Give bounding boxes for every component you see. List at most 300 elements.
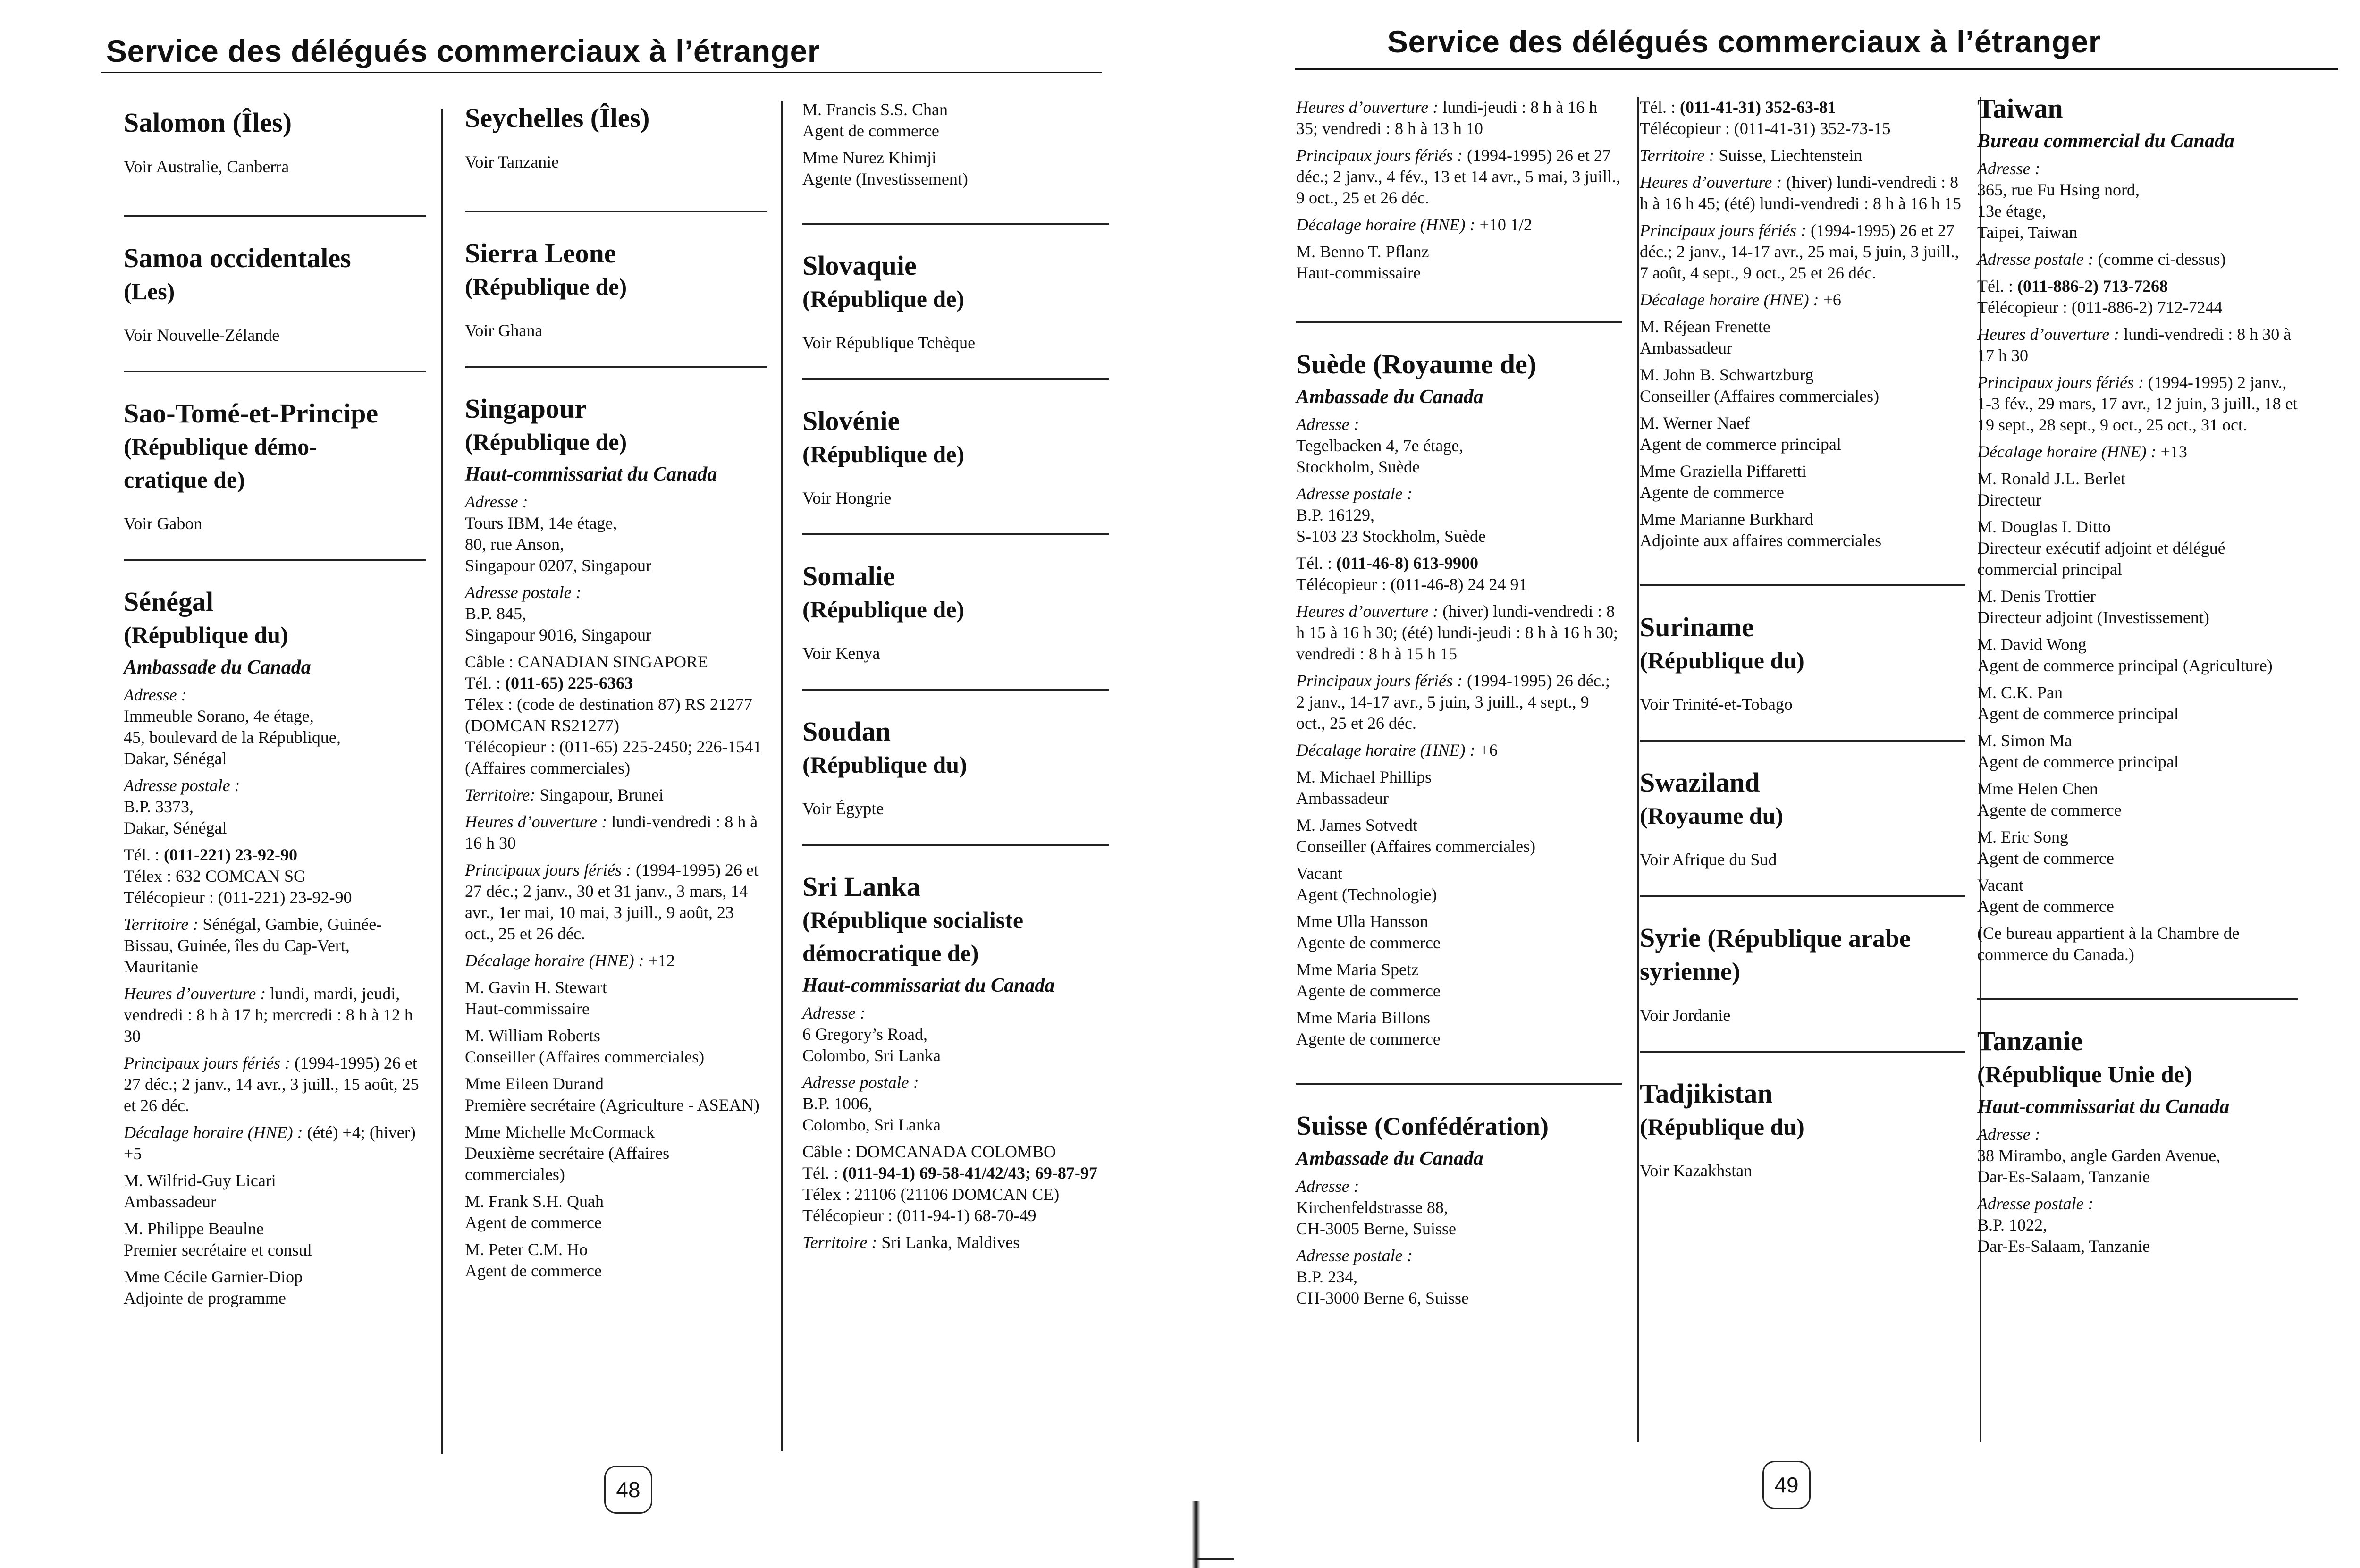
staff-title: Agent de commerce <box>465 1213 602 1232</box>
country-soudan: Soudan <box>802 716 891 747</box>
field-label: Adresse : <box>465 492 528 511</box>
see-also: Voir République Tchèque <box>802 333 976 352</box>
country-subtitle: (République socialiste <box>802 907 1024 933</box>
country-name: Syrie <box>1640 922 1701 953</box>
field-value: (1994-1995) 26 et 27 déc.; 2 janv., 14-17 avr., 25 mai, 5 juin, 3 juill., 7 août, 4 sept., 9 oct., 25 et 26 déc. <box>1640 221 1959 282</box>
field-value: +13 <box>2160 442 2187 461</box>
staff-name: M. Wilfrid-Guy Licari <box>124 1171 276 1190</box>
hours-line <box>465 811 767 854</box>
column-3 <box>802 99 1109 1259</box>
staff-entry <box>1640 509 1965 551</box>
section-divider <box>802 844 1109 846</box>
staff-entry <box>802 99 1109 142</box>
country-subtitle: démocratique de) <box>802 940 979 966</box>
field-label: Heures d’ouverture : <box>1296 98 1439 117</box>
country-subtitle: (République du) <box>1640 1113 1804 1140</box>
fax-line: Télécopieur : (011-886-2) 712-7244 <box>1977 298 2223 317</box>
address-line: Singapour 0207, Singapour <box>465 556 651 575</box>
country-subtitle: (Les) <box>124 278 175 304</box>
section-divider <box>465 211 767 212</box>
country-subtitle: (République Unie de) <box>1977 1061 2192 1087</box>
country-subtitle: syrienne) <box>1640 957 1740 986</box>
staff-name: Mme Michelle McCormack <box>465 1122 655 1141</box>
address-line: Tours IBM, 14e étage, <box>465 514 617 532</box>
address-line: 45, boulevard de la République, <box>124 728 341 747</box>
address-line: B.P. 234, <box>1296 1267 1358 1286</box>
column-2 <box>465 101 767 1287</box>
field-label: Heures d’ouverture : <box>1296 602 1439 621</box>
staff-title: Agente de commerce <box>1977 801 2122 819</box>
staff-entry <box>1977 875 2298 917</box>
section-divider <box>1640 584 1965 586</box>
country-qualifier: (République arabe <box>1707 924 1911 953</box>
staff-title: Directeur exécutif adjoint et délégué commercial principal <box>1977 539 2225 579</box>
field-label: Principaux jours fériés : <box>124 1054 290 1072</box>
field-label: Adresse postale : <box>1296 484 1413 503</box>
field-label: Décalage horaire (HNE) : <box>1296 741 1475 759</box>
postal-block <box>465 582 767 646</box>
timezone-line <box>1296 214 1622 236</box>
field-label: Tél. : <box>124 845 160 864</box>
staff-title: Deuxième secrétaire (Affaires commerciales) <box>465 1144 670 1184</box>
staff-name: M. Francis S.S. Chan <box>802 100 948 119</box>
postal-block <box>124 775 426 839</box>
see-also: Voir Gabon <box>124 514 202 533</box>
field-label: Adresse postale : <box>802 1073 919 1092</box>
staff-title: Conseiller (Affaires commerciales) <box>465 1047 705 1066</box>
address-block <box>1296 1176 1622 1239</box>
staff-title: Ambassadeur <box>1296 789 1389 808</box>
timezone-line <box>1296 740 1622 761</box>
field-value: Sénégal, Gambie, Guinée-Bissau, Guinée, îles du Cap-Vert, Mauritanie <box>124 915 382 976</box>
hours-line <box>1296 97 1622 139</box>
staff-entry <box>465 977 767 1020</box>
address-line: Stockholm, Suède <box>1296 457 1420 476</box>
staff-title: Conseiller (Affaires commerciales) <box>1640 387 1880 405</box>
field-label: Principaux jours fériés : <box>1296 671 1463 690</box>
staff-name: M. Michael Phillips <box>1296 767 1432 786</box>
fax-line: Télécopieur : (011-221) 23-92-90 <box>124 888 352 907</box>
fax-line: Télécopieur : (011-94-1) 68-70-49 <box>802 1206 1037 1225</box>
staff-title: Agente de commerce <box>1296 933 1441 952</box>
holidays-line <box>1977 372 2298 436</box>
column-2 <box>1640 97 1965 1181</box>
contact-block <box>465 651 767 779</box>
field-value: (1994-1995) 26 et 27 déc.; 2 janv., 14 avr., 3 juill., 15 août, 25 et 26 déc. <box>124 1054 419 1115</box>
field-label: Adresse : <box>1296 1177 1359 1196</box>
field-label: Adresse : <box>124 685 187 704</box>
phone-number: (011-41-31) 352-63-81 <box>1679 98 1836 117</box>
postal-block <box>1296 1245 1622 1309</box>
field-label: Adresse : <box>1296 415 1359 434</box>
column-1 <box>1296 97 1622 1315</box>
address-line: S-103 23 Stockholm, Suède <box>1296 527 1486 546</box>
staff-title: Directeur adjoint (Investissement) <box>1977 608 2209 627</box>
country-subtitle: (République du) <box>124 622 288 648</box>
page-header-left: Service des délégués commerciaux à l’étranger <box>106 34 820 68</box>
territory-line <box>465 784 767 806</box>
field-value: lundi-vendredi : 8 h à 16 h 30 <box>465 812 758 852</box>
postal-block <box>1296 483 1622 547</box>
field-value: lundi-jeudi : 8 h à 16 h 35; vendredi : 8 h à 13 h 10 <box>1296 98 1598 138</box>
field-label: Adresse postale : <box>124 776 240 795</box>
holidays-line <box>1296 145 1622 209</box>
office-name: Haut-commissariat du Canada <box>1977 1096 2230 1118</box>
staff-name: M. Douglas I. Ditto <box>1977 517 2111 536</box>
telex-line: Télex : 21106 (21106 DOMCAN CE) <box>802 1185 1060 1204</box>
field-value: (été) +4; (hiver) +5 <box>124 1123 416 1163</box>
country-subtitle: (République de) <box>465 429 627 455</box>
country-name: Suisse <box>1296 1110 1368 1141</box>
section-divider <box>1640 740 1965 742</box>
staff-entry <box>1296 863 1622 905</box>
field-label: Principaux jours fériés : <box>1640 221 1806 240</box>
address-line: Colombo, Sri Lanka <box>802 1046 941 1065</box>
staff-name: M. C.K. Pan <box>1977 683 2063 702</box>
staff-entry <box>465 1121 767 1185</box>
cable-line: Câble : DOMCANADA COLOMBO <box>802 1142 1056 1161</box>
address-line: B.P. 3373, <box>124 797 194 816</box>
field-label: Adresse postale : <box>465 583 582 602</box>
field-label: Tél. : <box>465 674 501 692</box>
field-value: (hiver) lundi-vendredi : 8 h 15 à 16 h 30; (été) lundi-jeudi : 8 h à 16 h 30; vendredi : 8 h à 15 h 15 <box>1296 602 1618 663</box>
fax-line: Télécopieur : (011-65) 225-2450; 226-1541 (Affaires commerciales) <box>465 737 762 777</box>
address-line: B.P. 845, <box>465 604 527 623</box>
staff-entry <box>1977 826 2298 869</box>
fax-line: Télécopieur : (011-46-8) 24 24 91 <box>1296 575 1527 594</box>
staff-entry <box>802 147 1109 190</box>
address-line: B.P. 16129, <box>1296 506 1375 524</box>
field-value: +12 <box>648 951 675 970</box>
staff-name: M. Philippe Beaulne <box>124 1219 264 1238</box>
page-header-right: Service des délégués commerciaux à l’étranger <box>1387 24 2101 59</box>
country-singapour: Singapour <box>465 393 587 424</box>
phone-number: (011-94-1) 69-58-41/42/43; 69-87-97 <box>842 1163 1097 1182</box>
country-salomon: Salomon (Îles) <box>124 107 292 138</box>
staff-title: Agent de commerce <box>1977 849 2114 868</box>
field-value: Singapour, Brunei <box>539 785 664 804</box>
country-subtitle: (Royaume du) <box>1640 802 1784 829</box>
see-also: Voir Nouvelle-Zélande <box>124 326 280 345</box>
address-line: Kirchenfeldstrasse 88, <box>1296 1198 1448 1217</box>
field-value: (1994-1995) 26 et 27 déc.; 2 janv., 30 et 31 janv., 3 mars, 14 avr., 1er mai, 10 mai, 3 juill., 9 août, 23 oct., 25 et 26 déc. <box>465 860 759 943</box>
address-line: 6 Gregory’s Road, <box>802 1025 927 1044</box>
address-block <box>1977 1124 2298 1188</box>
staff-entry <box>1977 682 2298 725</box>
field-value: Suisse, Liechtenstein <box>1719 146 1863 165</box>
column-1 <box>124 106 426 1315</box>
phone-line <box>802 1163 1109 1184</box>
staff-name: M. David Wong <box>1977 635 2087 654</box>
staff-title: Agent de commerce principal <box>1977 752 2179 771</box>
country-sierra-leone: Sierra Leone <box>465 238 616 269</box>
address-line: CH-3000 Berne 6, Suisse <box>1296 1289 1469 1307</box>
staff-name: M. William Roberts <box>465 1026 600 1045</box>
staff-title: Haut-commissaire <box>1296 263 1421 282</box>
staff-title: Première secrétaire (Agriculture - ASEAN) <box>465 1096 759 1114</box>
address-block <box>1296 414 1622 478</box>
staff-title: Agent de commerce principal (Agriculture) <box>1977 656 2273 675</box>
address-block <box>802 1003 1109 1066</box>
section-divider <box>802 533 1109 535</box>
field-label: Heures d’ouverture : <box>1977 325 2120 344</box>
staff-entry <box>1977 730 2298 773</box>
see-also: Voir Australie, Canberra <box>124 157 289 176</box>
staff-entry <box>1296 241 1622 284</box>
country-subtitle: (République démo- <box>124 433 317 460</box>
country-suriname: Suriname <box>1640 612 1754 642</box>
timezone-line <box>465 950 767 971</box>
staff-entry <box>1296 1007 1622 1050</box>
staff-entry <box>124 1266 426 1309</box>
page-number: 49 <box>1762 1461 1811 1509</box>
phone-number: (011-46-8) 613-9900 <box>1336 554 1478 573</box>
territory-line <box>124 914 426 978</box>
field-value: Sri Lanka, Maldives <box>881 1233 1020 1252</box>
section-divider <box>802 378 1109 380</box>
staff-name: M. Eric Song <box>1977 827 2068 846</box>
country-slovaquie: Slovaquie <box>802 250 917 281</box>
phone-line <box>1977 276 2298 297</box>
staff-name: Mme Maria Spetz <box>1296 960 1419 979</box>
staff-title: Ambassadeur <box>124 1192 216 1211</box>
staff-entry <box>1296 815 1622 857</box>
see-also: Voir Afrique du Sud <box>1640 850 1777 869</box>
country-sao-tome: Sao-Tomé-et-Principe <box>124 398 379 429</box>
staff-entry <box>1296 959 1622 1002</box>
address-line: Immeuble Sorano, 4e étage, <box>124 707 314 725</box>
field-label: Heures d’ouverture : <box>465 812 607 831</box>
staff-name: Mme Graziella Piffaretti <box>1640 462 1807 481</box>
holidays-line <box>465 860 767 944</box>
section-divider <box>124 215 426 217</box>
section-divider <box>124 371 426 372</box>
field-label: Territoire: <box>465 785 536 804</box>
country-subtitle: (République de) <box>802 286 965 312</box>
staff-title: Agent de commerce principal <box>1977 704 2179 723</box>
staff-title: Adjointe aux affaires commerciales <box>1640 531 1882 550</box>
staff-entry <box>465 1191 767 1233</box>
cable-line: Câble : CANADIAN SINGAPORE <box>465 652 708 671</box>
see-also: Voir Tanzanie <box>465 152 559 171</box>
see-also: Voir Égypte <box>802 799 884 818</box>
field-label: Heures d’ouverture : <box>124 984 266 1003</box>
field-label: Tél. : <box>802 1163 838 1182</box>
field-value: (hiver) lundi-vendredi : 8 h à 16 h 45; (été) lundi-vendredi : 8 h à 16 h 15 <box>1640 173 1961 213</box>
country-subtitle: (République du) <box>802 751 967 778</box>
phone-line <box>465 673 767 694</box>
office-name: Ambassade du Canada <box>1296 1148 1483 1170</box>
field-label: Adresse postale : <box>1977 1194 2094 1213</box>
field-label: Principaux jours fériés : <box>465 860 632 879</box>
address-line: Tegelbacken 4, 7e étage, <box>1296 436 1464 455</box>
staff-entry <box>465 1239 767 1281</box>
field-label: Territoire : <box>124 915 199 934</box>
address-line: CH-3005 Berne, Suisse <box>1296 1219 1456 1238</box>
column-rule <box>441 109 443 1454</box>
field-value: (1994-1995) 26 déc.; 2 janv., 14-17 avr., 5 juin, 3 juill., 4 sept., 9 oct., 25 et 26 déc. <box>1296 671 1610 733</box>
staff-name: Vacant <box>1296 864 1342 883</box>
field-label: Adresse : <box>1977 159 2040 178</box>
address-line: 80, rue Anson, <box>465 535 564 554</box>
staff-title: Agent de commerce <box>1977 897 2114 916</box>
section-divider <box>1640 895 1965 897</box>
staff-name: Mme Ulla Hansson <box>1296 912 1428 931</box>
header-rule-right <box>1295 68 2338 70</box>
country-subtitle: (République de) <box>802 441 965 467</box>
holidays-line <box>1640 220 1965 284</box>
staff-title: Directeur <box>1977 490 2041 509</box>
column-rule <box>781 101 783 1451</box>
staff-title: Agente de commerce <box>1296 1029 1441 1048</box>
field-label: Territoire : <box>802 1233 877 1252</box>
section-divider <box>1296 321 1622 323</box>
address-line: 365, rue Fu Hsing nord, <box>1977 180 2140 199</box>
staff-title: Agent de commerce <box>465 1261 602 1280</box>
field-label: Décalage horaire (HNE) : <box>1977 442 2157 461</box>
phone-number: (011-221) 23-92-90 <box>163 845 297 864</box>
country-suisse <box>1296 1109 1622 1143</box>
country-subtitle: (République du) <box>1640 647 1804 674</box>
field-label: Adresse : <box>1977 1125 2040 1144</box>
staff-title: Ambassadeur <box>1640 338 1732 357</box>
territory-line <box>1640 145 1965 166</box>
staff-name: Mme Marianne Burkhard <box>1640 510 1813 529</box>
header-rule-left <box>101 72 1102 73</box>
address-line: Singapour 9016, Singapour <box>465 625 651 644</box>
fax-line: Télécopieur : (011-41-31) 352-73-15 <box>1640 119 1891 138</box>
staff-entry <box>1296 911 1622 953</box>
country-taiwan: Taiwan <box>1977 93 2063 124</box>
country-swaziland: Swaziland <box>1640 767 1760 798</box>
address-line: Dakar, Sénégal <box>124 749 227 768</box>
staff-entry <box>1640 316 1965 359</box>
field-value: +6 <box>1479 741 1498 759</box>
field-label: Décalage horaire (HNE) : <box>1640 290 1819 309</box>
address-line: B.P. 1006, <box>802 1094 873 1113</box>
hours-line <box>1640 172 1965 214</box>
postal-block <box>1977 1193 2298 1257</box>
telex-line: Télex : 632 COMCAN SG <box>124 867 306 885</box>
office-name: Haut-commissariat du Canada <box>802 975 1055 996</box>
country-suede: Suède (Royaume de) <box>1296 349 1537 379</box>
staff-name: M. John B. Schwartzburg <box>1640 365 1814 384</box>
country-subtitle: cratique de) <box>124 466 245 493</box>
staff-name: M. James Sotvedt <box>1296 816 1417 835</box>
office-note: (Ce bureau appartient à la Chambre de commerce du Canada.) <box>1977 924 2240 964</box>
contact-block <box>802 1141 1109 1226</box>
country-syrie <box>1640 921 1965 955</box>
contact-block <box>124 844 426 908</box>
country-slovenie: Slovénie <box>802 405 900 436</box>
address-block <box>465 491 767 576</box>
staff-entry <box>1640 461 1965 503</box>
address-line: Dar-Es-Salaam, Tanzanie <box>1977 1167 2150 1186</box>
staff-title: Agent de commerce <box>802 121 939 140</box>
timezone-line <box>124 1122 426 1164</box>
telex-line: Télex : (code de destination 87) RS 21277 (DOMCAN RS21277) <box>465 695 752 735</box>
staff-entry <box>1640 364 1965 407</box>
section-divider <box>124 559 426 561</box>
field-value: lundi, mardi, jeudi, vendredi : 8 h à 17 h; mercredi : 8 h à 12 h 30 <box>124 984 413 1045</box>
field-label: Tél. : <box>1640 98 1676 117</box>
phone-number: (011-65) 225-6363 <box>505 674 633 692</box>
staff-name: M. Benno T. Pflanz <box>1296 242 1429 261</box>
staff-entry <box>1640 413 1965 455</box>
address-line: 13e étage, <box>1977 202 2046 220</box>
staff-title: Conseiller (Affaires commerciales) <box>1296 837 1536 856</box>
staff-entry <box>1977 778 2298 821</box>
see-also: Voir Hongrie <box>802 489 892 507</box>
staff-entry <box>1977 586 2298 628</box>
page-number: 48 <box>604 1466 652 1514</box>
staff-name: Mme Nurez Khimji <box>802 148 936 167</box>
section-divider <box>802 689 1109 691</box>
phone-line <box>1296 553 1622 574</box>
see-also: Voir Kazakhstan <box>1640 1161 1753 1180</box>
contact-block <box>1296 553 1622 595</box>
country-tadjikistan: Tadjikistan <box>1640 1078 1773 1109</box>
staff-name: M. Simon Ma <box>1977 731 2073 750</box>
hours-line <box>124 983 426 1047</box>
field-value: +10 1/2 <box>1479 215 1532 234</box>
section-divider <box>1640 1051 1965 1053</box>
staff-entry <box>1977 516 2298 580</box>
staff-title: Agente de commerce <box>1640 483 1784 502</box>
country-qualifier: (Confédération) <box>1374 1112 1549 1140</box>
field-label: Décalage horaire (HNE) : <box>124 1123 303 1142</box>
office-name: Haut-commissariat du Canada <box>465 464 717 485</box>
field-label: Principaux jours fériés : <box>1296 146 1463 165</box>
staff-title: Agente (Investissement) <box>802 169 968 188</box>
address-line: Dakar, Sénégal <box>124 818 227 837</box>
holidays-line <box>1296 670 1622 734</box>
office-name: Ambassade du Canada <box>1296 386 1483 408</box>
address-line: Dar-Es-Salaam, Tanzanie <box>1977 1237 2150 1256</box>
contact-block <box>1640 97 1965 139</box>
see-also: Voir Kenya <box>802 644 880 663</box>
field-label: Heures d’ouverture : <box>1640 173 1782 192</box>
country-senegal: Sénégal <box>124 586 214 617</box>
address-block <box>1977 158 2298 243</box>
address-line: Taipei, Taiwan <box>1977 223 2078 242</box>
section-divider <box>465 366 767 368</box>
field-value: (1994-1995) 26 et 27 déc.; 2 janv., 4 fév., 13 et 14 avr., 5 mai, 3 juill., 9 oct., 25 et 26 déc. <box>1296 146 1621 207</box>
staff-name: M. Réjean Frenette <box>1640 317 1770 336</box>
timezone-line <box>1640 289 1965 311</box>
staff-title: Agente de commerce <box>1296 981 1441 1000</box>
staff-name: M. Werner Naef <box>1640 413 1750 432</box>
staff-name: M. Gavin H. Stewart <box>465 978 607 997</box>
field-label: Principaux jours fériés : <box>1977 373 2144 392</box>
section-divider <box>1296 1083 1622 1085</box>
hours-line <box>1977 324 2298 366</box>
phone-line <box>1640 97 1965 118</box>
field-label: Adresse : <box>802 1003 866 1022</box>
staff-name: M. Denis Trottier <box>1977 587 2096 606</box>
address-line: B.P. 1022, <box>1977 1215 2048 1234</box>
staff-name: M. Frank S.H. Quah <box>465 1192 604 1211</box>
postal-block <box>1977 249 2298 270</box>
staff-entry <box>124 1218 426 1261</box>
country-subtitle: (République de) <box>802 596 965 623</box>
office-name: Bureau commercial du Canada <box>1977 130 2234 152</box>
staff-name: Vacant <box>1977 876 2023 894</box>
country-tanzanie: Tanzanie <box>1977 1026 2083 1056</box>
address-block <box>124 684 426 769</box>
field-label: Tél. : <box>1296 554 1332 573</box>
staff-entry <box>1977 468 2298 511</box>
